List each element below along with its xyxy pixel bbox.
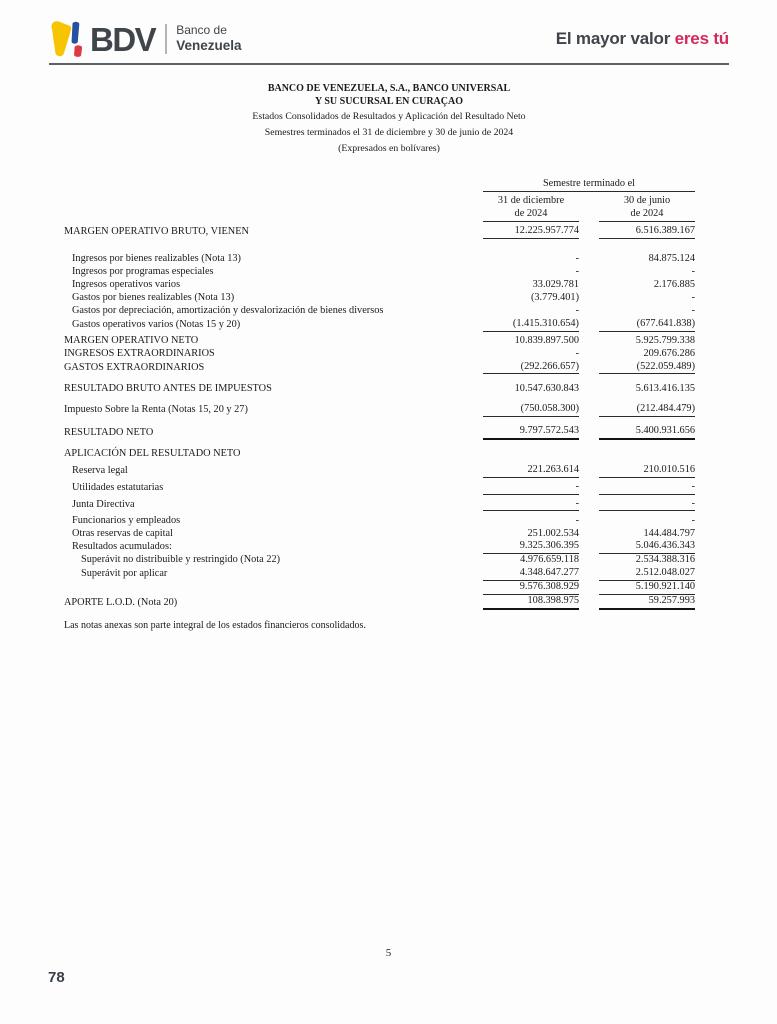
footnote: Las notas anexas son parte integral de los estados financieros consolidados. xyxy=(64,620,366,631)
row-label: RESULTADO BRUTO ANTES DE IMPUESTOS xyxy=(64,382,272,394)
row-value-jun-2024: 5.613.416.135 xyxy=(635,382,695,394)
bank-name-line1: Banco de xyxy=(176,23,227,38)
row-value-jun-2024: - xyxy=(691,514,695,526)
row-label: MARGEN OPERATIVO NETO xyxy=(64,334,199,346)
title-line2: Y SU SUCURSAL EN CURAÇAO xyxy=(315,96,463,107)
row-value-jun-2024: - xyxy=(691,305,695,316)
table-row xyxy=(64,382,695,395)
table-row xyxy=(64,425,695,440)
row-value-dec-2024: (292.266.657) xyxy=(483,361,579,375)
table-row xyxy=(64,581,695,595)
row-label: Gastos por depreciación, amortización y desvalorización de bienes diversos xyxy=(72,305,384,316)
row-value-jun-2024: 5.400.931.656 xyxy=(599,425,695,440)
row-label: INGRESOS EXTRAORDINARIOS xyxy=(64,347,215,359)
row-value-jun-2024: 6.516.389.167 xyxy=(599,225,695,239)
row-value-dec-2024: - xyxy=(483,498,579,512)
row-label: Reserva legal xyxy=(72,464,128,476)
row-value-jun-2024: 2.512.048.027 xyxy=(599,567,695,581)
row-value-dec-2024: - xyxy=(575,253,579,264)
row-label: GASTOS EXTRAORDINARIOS xyxy=(64,361,205,373)
table-row xyxy=(64,514,695,527)
row-value-jun-2024: 2.534.388.316 xyxy=(635,554,695,566)
row-value-dec-2024: (750.058.300) xyxy=(483,403,579,417)
row-label: Ingresos por bienes realizables (Nota 13) xyxy=(72,253,241,264)
financial-table xyxy=(64,178,695,610)
row-value-dec-2024: - xyxy=(575,347,579,359)
table-row xyxy=(64,253,695,266)
row-value-jun-2024: 144.484.797 xyxy=(643,527,695,539)
table-row xyxy=(64,540,695,554)
row-value-dec-2024: 4.976.659.118 xyxy=(520,554,579,566)
title-block xyxy=(49,82,729,155)
table-row xyxy=(64,292,695,305)
title-line3: Estados Consolidados de Resultados y Aplicación del Resultado Neto xyxy=(252,111,526,122)
row-value-dec-2024: 12.225.957.774 xyxy=(483,225,579,239)
row-label: Gastos operativos varios (Notas 15 y 20) xyxy=(72,318,241,330)
row-value-jun-2024: (522.059.489) xyxy=(599,361,695,375)
column-header-dec-line1: 31 de diciembre xyxy=(497,195,565,206)
row-value-dec-2024: - xyxy=(575,266,579,277)
row-value-jun-2024: 5.925.799.338 xyxy=(635,334,695,346)
row-value-jun-2024: 59.257.993 xyxy=(599,595,695,610)
row-value-jun-2024: 5.046.436.343 xyxy=(599,540,695,554)
row-value-jun-2024: - xyxy=(599,498,695,512)
row-value-dec-2024: - xyxy=(575,305,579,316)
row-label: APLICACIÓN DEL RESULTADO NETO xyxy=(64,448,241,460)
row-label: Superávit no distribuible y restringido (Nota 22) xyxy=(81,554,281,566)
table-row xyxy=(64,567,695,581)
row-value-dec-2024: 9.325.306.395 xyxy=(483,540,579,554)
table-row xyxy=(64,225,695,239)
row-value-jun-2024: 84.875.124 xyxy=(648,253,695,264)
row-value-dec-2024: (1.415.310.654) xyxy=(483,318,579,332)
row-value-dec-2024: 221.263.614 xyxy=(483,464,579,478)
column-header-jun-line2: de 2024 xyxy=(599,207,695,222)
table-row xyxy=(64,464,695,478)
row-label: Junta Directiva xyxy=(72,498,135,510)
title-line5: (Expresados en bolívares) xyxy=(338,143,440,154)
row-label: Resultados acumulados: xyxy=(72,541,172,553)
row-value-jun-2024: 5.190.921.140 xyxy=(599,581,695,595)
row-value-jun-2024: - xyxy=(599,481,695,495)
table-row xyxy=(64,318,695,332)
row-value-dec-2024: (3.779.401) xyxy=(530,292,579,303)
row-label: Superávit por aplicar xyxy=(81,568,168,580)
row-label: Funcionarios y empleados xyxy=(72,514,181,526)
row-value-dec-2024: 4.348.647.277 xyxy=(483,567,579,581)
table-row xyxy=(64,403,695,417)
row-value-jun-2024: (677.641.838) xyxy=(599,318,695,332)
table-row xyxy=(64,527,695,540)
title-line1: BANCO DE VENEZUELA, S.A., BANCO UNIVERSAL xyxy=(267,83,511,94)
title-line4: Semestres terminados el 31 de diciembre y 30 de junio de 2024 xyxy=(264,126,514,138)
slogan-accent: eres tú xyxy=(674,29,729,48)
table-group-header xyxy=(64,178,695,192)
bdv-flag-icon xyxy=(49,19,86,60)
bdv-logo xyxy=(49,19,241,60)
row-label: Impuesto Sobre la Renta (Notas 15, 20 y 27) xyxy=(64,404,248,416)
table-row xyxy=(64,595,695,610)
row-value-dec-2024: - xyxy=(575,514,579,526)
row-value-jun-2024: 2.176.885 xyxy=(653,279,695,290)
table-rows xyxy=(64,225,695,610)
row-label: Otras reservas de capital xyxy=(72,527,173,539)
row-label: Ingresos por programas especiales xyxy=(72,266,214,277)
row-value-dec-2024: 9.576.308.929 xyxy=(483,581,579,595)
row-value-dec-2024: 33.029.781 xyxy=(532,279,579,290)
row-value-dec-2024: - xyxy=(483,481,579,495)
page-number-center: 5 xyxy=(385,947,392,959)
slogan xyxy=(556,29,729,49)
page-number-corner: 78 xyxy=(48,969,65,986)
row-label: Ingresos operativos varios xyxy=(72,279,181,290)
table-row xyxy=(64,335,695,348)
column-header-dec-line2: de 2024 xyxy=(483,207,579,222)
header-rule xyxy=(49,63,729,65)
row-value-dec-2024: 10.547.630.843 xyxy=(514,382,579,394)
table-row xyxy=(64,361,695,375)
column-header-jun-line1: 30 de junio xyxy=(623,195,671,206)
row-value-jun-2024: - xyxy=(691,266,695,277)
row-value-jun-2024: - xyxy=(691,292,695,303)
table-row xyxy=(64,348,695,361)
row-value-dec-2024: 9.797.572.543 xyxy=(483,425,579,440)
row-value-jun-2024: (212.484.479) xyxy=(599,403,695,417)
table-row xyxy=(64,279,695,292)
row-value-dec-2024: 10.839.897.500 xyxy=(514,334,579,346)
brand-divider xyxy=(165,24,167,54)
row-label: Utilidades estatutarias xyxy=(72,481,164,493)
slogan-prefix: El mayor valor xyxy=(555,29,675,48)
column-group-header: Semestre terminado el xyxy=(483,178,695,192)
row-label: RESULTADO NETO xyxy=(64,427,154,439)
table-row xyxy=(64,481,695,495)
column-headers-line2 xyxy=(64,207,695,222)
table-row xyxy=(64,305,695,318)
row-value-jun-2024: 210.010.516 xyxy=(599,464,695,478)
bank-name-line2: Venezuela xyxy=(176,38,242,53)
column-headers-line1 xyxy=(64,194,695,207)
row-value-dec-2024: 108.398.975 xyxy=(483,595,579,610)
bdv-acronym: BDV xyxy=(90,20,156,58)
table-row xyxy=(64,554,695,567)
row-label: Gastos por bienes realizables (Nota 13) xyxy=(72,292,235,303)
row-label: MARGEN OPERATIVO BRUTO, VIENEN xyxy=(64,226,249,237)
row-value-jun-2024: 209.676.286 xyxy=(643,347,695,359)
bank-name xyxy=(176,24,241,54)
table-row xyxy=(64,266,695,279)
table-row xyxy=(64,448,695,461)
page-header xyxy=(49,16,729,62)
row-label: APORTE L.O.D. (Nota 20) xyxy=(64,596,178,608)
row-value-dec-2024: 251.002.534 xyxy=(527,527,579,539)
table-row xyxy=(64,498,695,512)
